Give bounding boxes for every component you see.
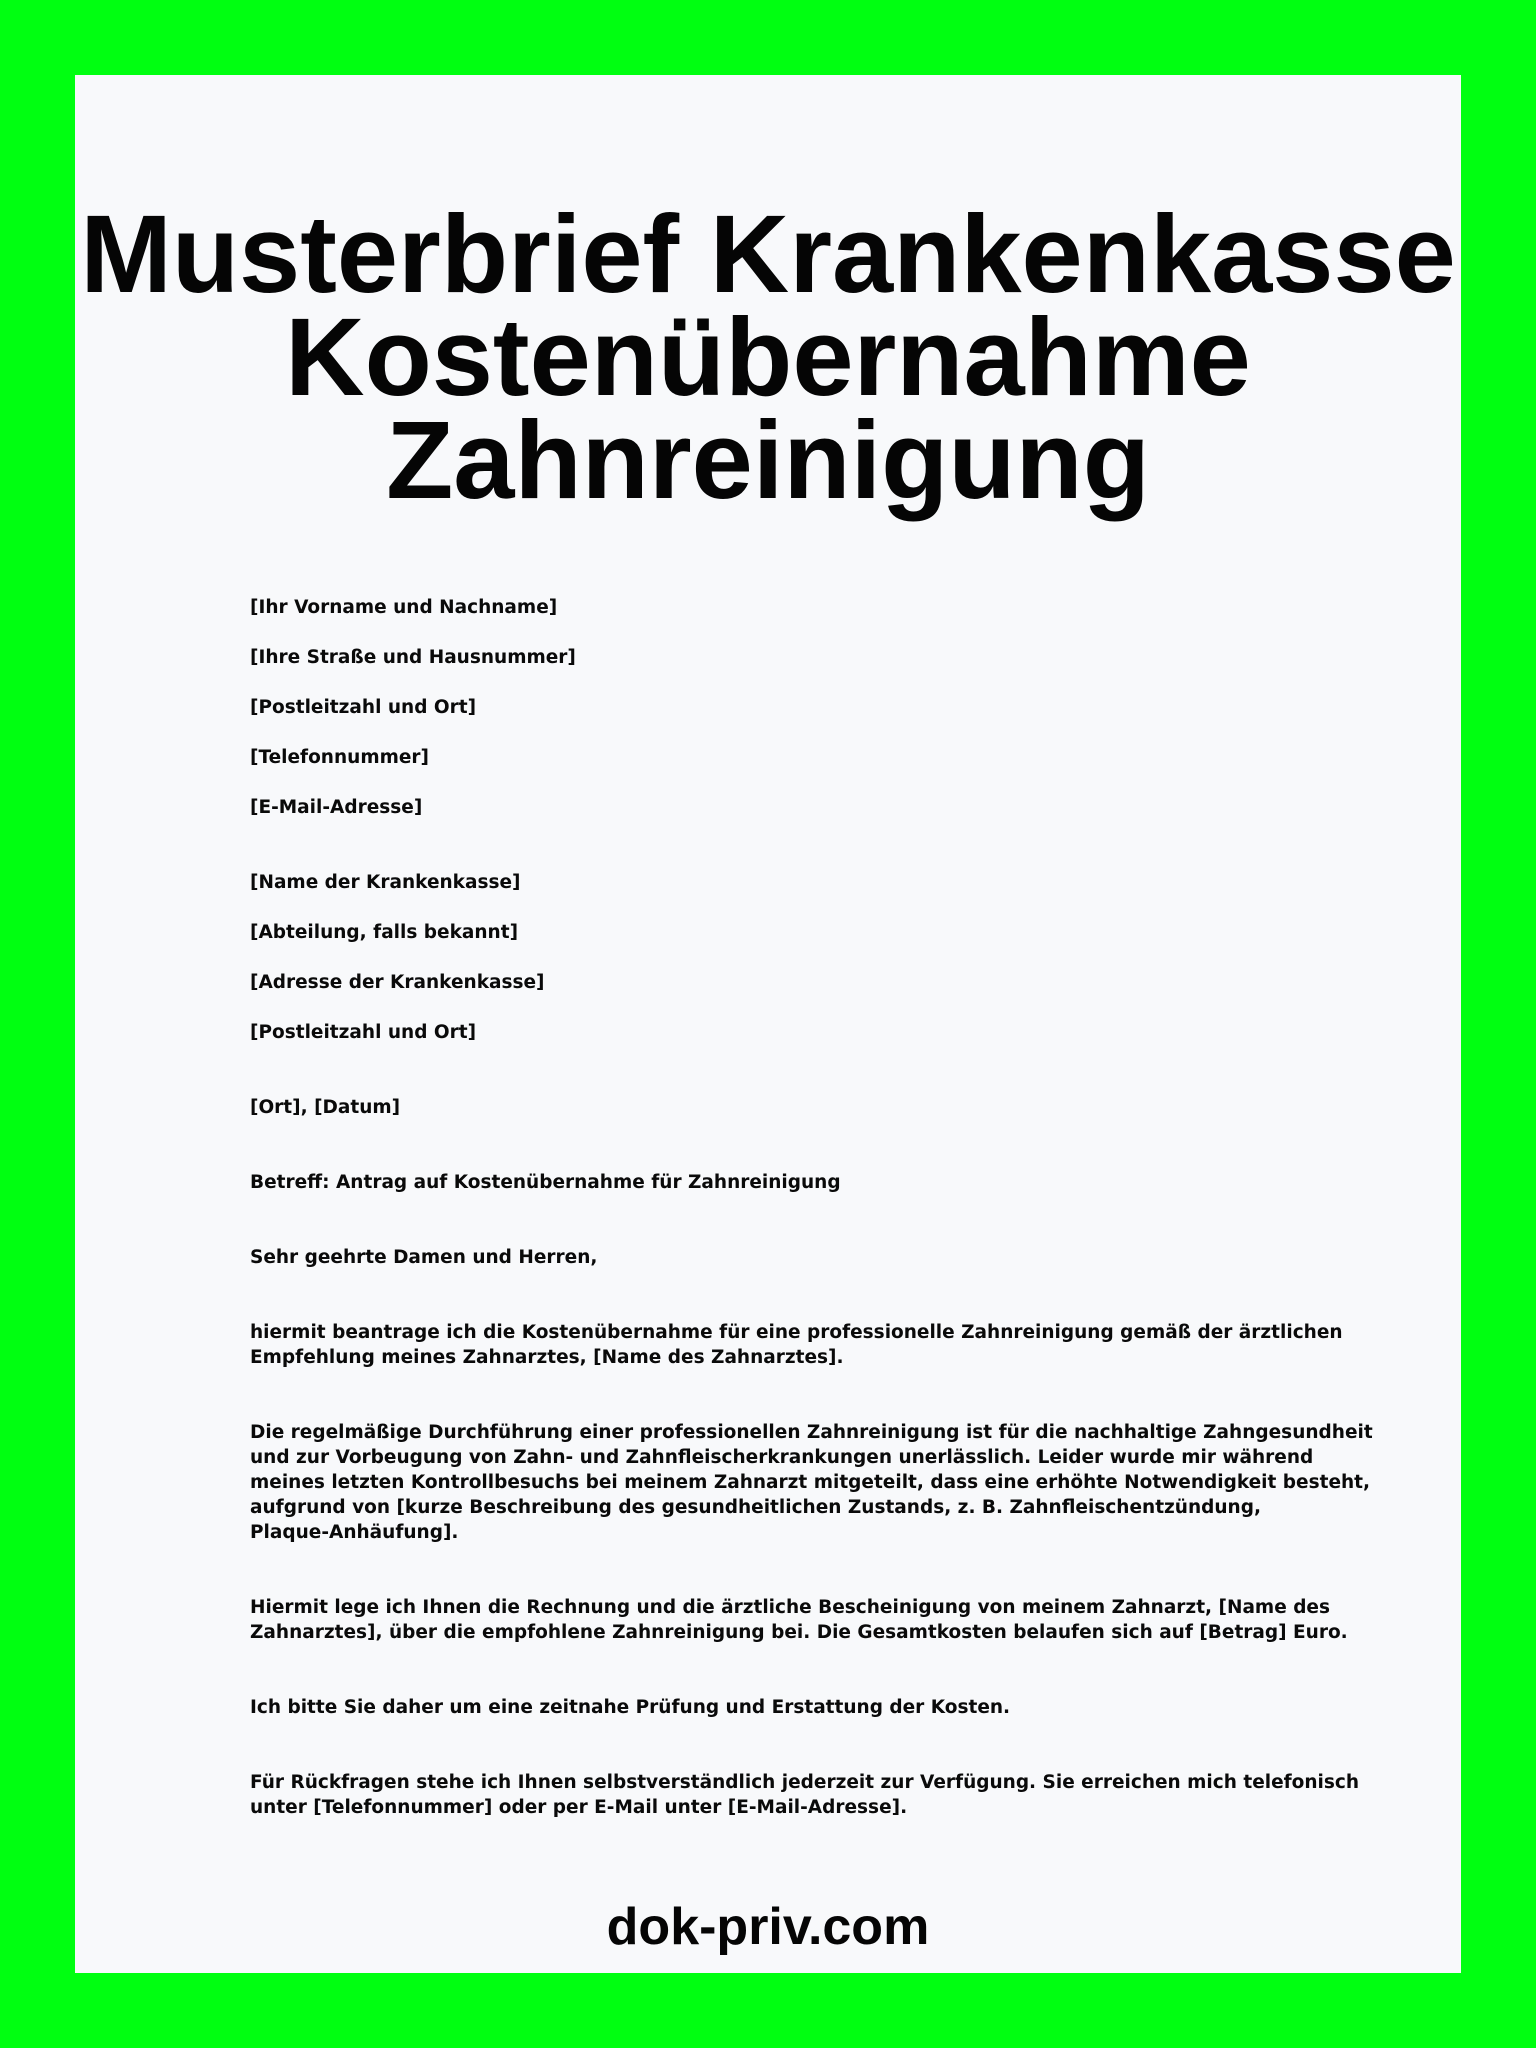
paragraph-line: Plaque-Anhäufung]. [250,1522,459,1543]
sender-city: [Postleitzahl und Ort] [250,697,477,718]
sender-street: [Ihre Straße und Hausnummer] [250,647,576,668]
paragraph-line: Zahnarztes], über die empfohlene Zahnreinigung bei. Die Gesamtkosten belaufen sich auf [Betrag] Euro. [250,1622,1348,1643]
document-title [75,193,1461,522]
recipient-block [250,870,1360,1045]
salutation: Sehr geehrte Damen und Herren, [250,1247,598,1268]
title-line-2: Kostenübernahme [285,296,1251,419]
paragraph-line: Ich bitte Sie daher um eine zeitnahe Prüfung und Erstattung der Kosten. [250,1697,1011,1718]
document-page [75,75,1461,1973]
paragraph-4 [250,1695,1360,1720]
paragraph-line: Empfehlung meines Zahnarztes, [Name des Zahnarztes]. [250,1347,844,1368]
recipient-department: [Abteilung, falls bekannt] [250,922,519,943]
paragraph-3 [250,1595,1360,1645]
title-line-1: Musterbrief Krankenkasse [80,193,1456,316]
paragraph-2 [250,1420,1373,1545]
recipient-name: [Name der Krankenkasse] [250,872,521,893]
sender-block [250,595,1360,820]
paragraph-line: hiermit beantrage ich die Kostenübernahme für eine professionelle Zahnreinigung gemäß der ärztlichen [250,1322,1343,1343]
recipient-city: [Postleitzahl und Ort] [250,1022,477,1043]
sender-name: [Ihr Vorname und Nachname] [250,597,558,618]
sender-phone: [Telefonnummer] [250,747,430,768]
paragraph-line: meines letzten Kontrollbesuchs bei meinem Zahnarzt mitgeteilt, dass eine erhöhte Notwendigkeit besteht, [250,1472,1371,1493]
footer-site-name: dok-priv.com [606,1898,930,1956]
paragraph-line: Hiermit lege ich Ihnen die Rechnung und die ärztliche Bescheinigung von meinem Zahnarzt, [Name des [250,1597,1330,1618]
paragraph-line: aufgrund von [kurze Beschreibung des gesundheitlichen Zustands, z. B. Zahnfleischentzündung, [250,1497,1261,1518]
paragraph-line: und zur Vorbeugung von Zahn- und Zahnfleischerkrankungen unerlässlich. Leider wurde mir während [250,1447,1314,1468]
title-line-3: Zahnreinigung [386,399,1150,522]
place-date: [Ort], [Datum] [250,1097,401,1118]
paragraph-5 [250,1770,1360,1820]
sender-email: [E-Mail-Adresse] [250,797,423,818]
paragraph-line: Die regelmäßige Durchführung einer professionellen Zahnreinigung ist für die nachhaltige Zahngesundheit [250,1422,1373,1443]
letter-body [250,595,1373,1820]
paragraph-line: unter [Telefonnummer] oder per E-Mail unter [E-Mail-Adresse]. [250,1797,908,1818]
subject-line: Betreff: Antrag auf Kostenübernahme für Zahnreinigung [250,1172,841,1193]
paragraph-1 [250,1320,1360,1370]
paragraph-line: Für Rückfragen stehe ich Ihnen selbstverständlich jederzeit zur Verfügung. Sie erreichen mich telefonisch [250,1772,1360,1793]
recipient-address: [Adresse der Krankenkasse] [250,972,545,993]
